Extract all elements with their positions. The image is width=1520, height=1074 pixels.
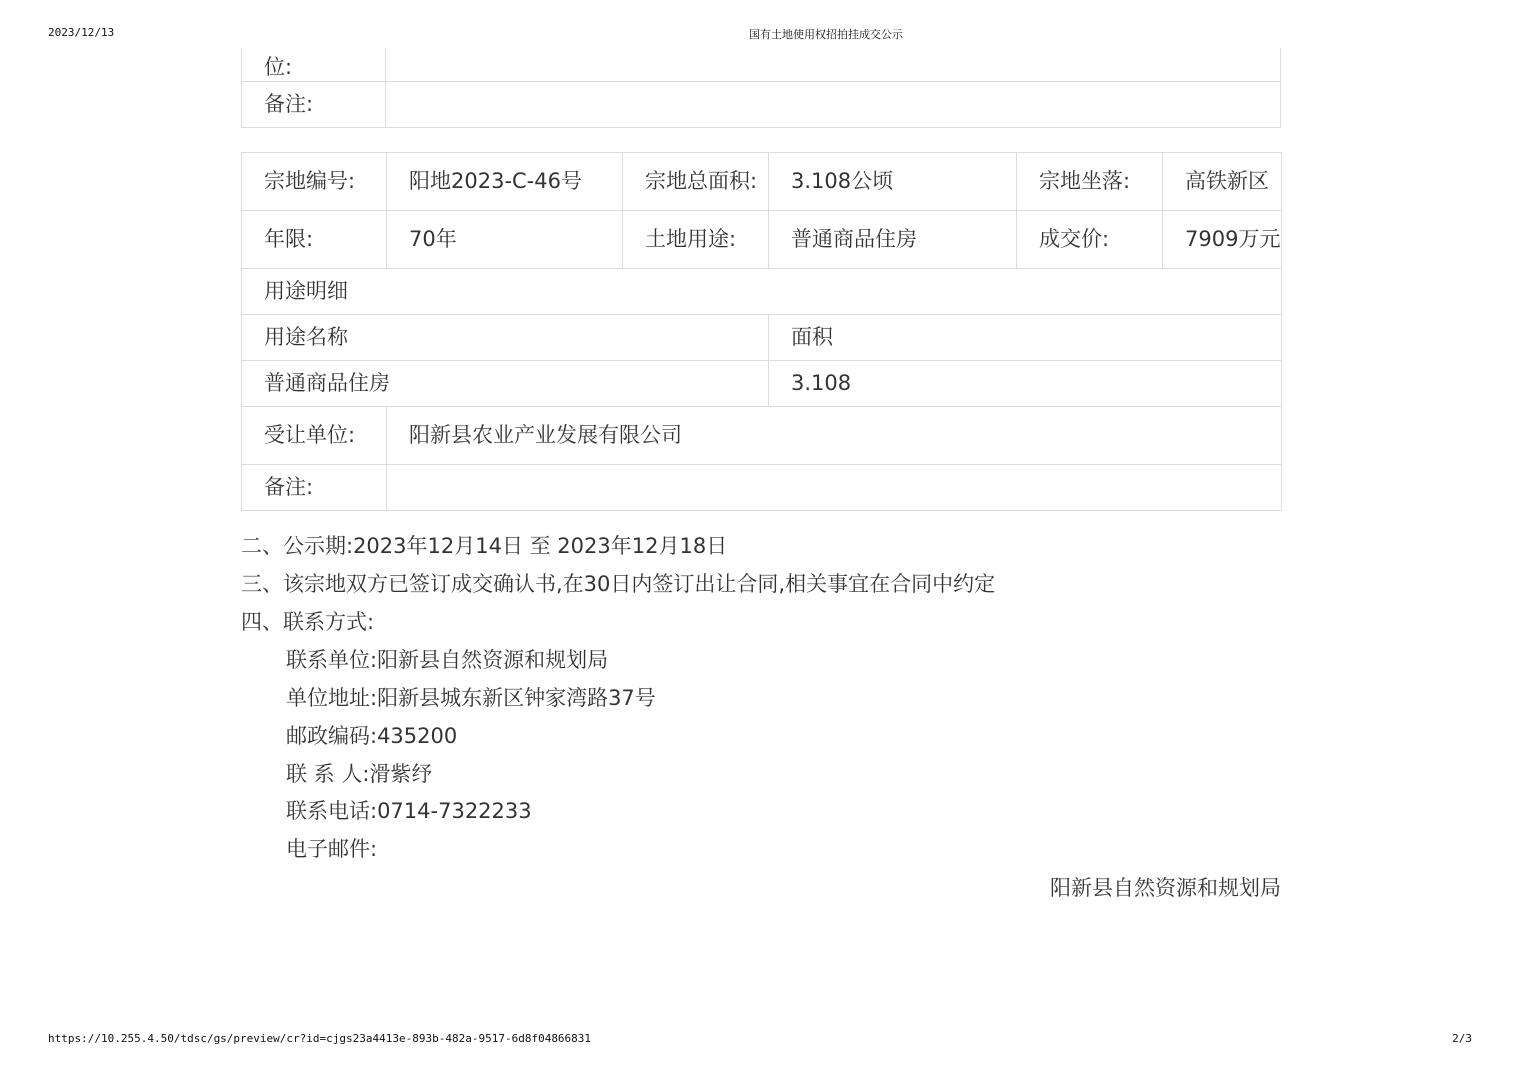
parcel-remark-label: 备注: — [242, 465, 387, 511]
notice-contract: 三、该宗地双方已签订成交确认书,在30日内签订出让合同,相关事宜在合同中约定 — [241, 572, 996, 596]
use-row-name: 普通商品住房 — [242, 361, 769, 407]
use-detail-title: 用途明细 — [242, 269, 1282, 315]
contact-postcode: 邮政编码:435200 — [286, 724, 458, 748]
table-row — [242, 361, 1282, 407]
term-label: 年限: — [242, 211, 387, 269]
buyer-value: 阳新县农业产业发展有限公司 — [387, 407, 1282, 465]
land-use-label: 土地用途: — [623, 211, 769, 269]
parcel-area-value: 3.108公顷 — [769, 153, 1017, 211]
contact-unit: 联系单位:阳新县自然资源和规划局 — [286, 648, 609, 672]
contact-phone: 联系电话:0714-7322233 — [286, 799, 532, 823]
term-value: 70年 — [387, 211, 623, 269]
notice-period: 二、公示期:2023年12月14日 至 2023年12月18日 — [241, 534, 728, 558]
contact-person: 联 系 人:滑紫纾 — [286, 762, 433, 786]
buyer-value-tail — [386, 48, 1281, 81]
land-use-value: 普通商品住房 — [769, 211, 1017, 269]
buyer-label-tail: 位: — [242, 48, 386, 81]
area-header: 面积 — [769, 315, 1282, 361]
page-url: https://10.255.4.50/tdsc/gs/preview/cr?id=cjgs23a4413e-893b-482a-9517-6d8f04866831 — [48, 1032, 592, 1045]
print-date: 2023/12/13 — [48, 26, 115, 39]
contact-address: 单位地址:阳新县城东新区钟家湾路37号 — [286, 686, 656, 710]
page-number: 2/3 — [1452, 1032, 1472, 1045]
use-name-header: 用途名称 — [242, 315, 769, 361]
parcel-remark-value — [387, 465, 1282, 511]
use-row-area: 3.108 — [769, 361, 1282, 407]
remark-label: 备注: — [242, 81, 386, 127]
parcel-area-label: 宗地总面积: — [623, 153, 769, 211]
buyer-label: 受让单位: — [242, 407, 387, 465]
parcel-no-value: 阳地2023-C-46号 — [387, 153, 623, 211]
parcel-no-label: 宗地编号: — [242, 153, 387, 211]
contact-email: 电子邮件: — [286, 837, 378, 861]
parcel-table — [241, 152, 1282, 511]
price-value: 7909万元 — [1163, 211, 1282, 269]
parcel-location-value: 高铁新区 — [1163, 153, 1282, 211]
remark-value — [386, 81, 1281, 127]
contact-title: 四、联系方式: — [241, 610, 375, 634]
previous-parcel-table-tail — [241, 48, 1281, 128]
page-header-title: 国有土地使用权招拍挂成交公示 — [749, 28, 903, 41]
signature: 阳新县自然资源和规划局 — [1050, 876, 1281, 900]
parcel-location-label: 宗地坐落: — [1017, 153, 1163, 211]
price-label: 成交价: — [1017, 211, 1163, 269]
